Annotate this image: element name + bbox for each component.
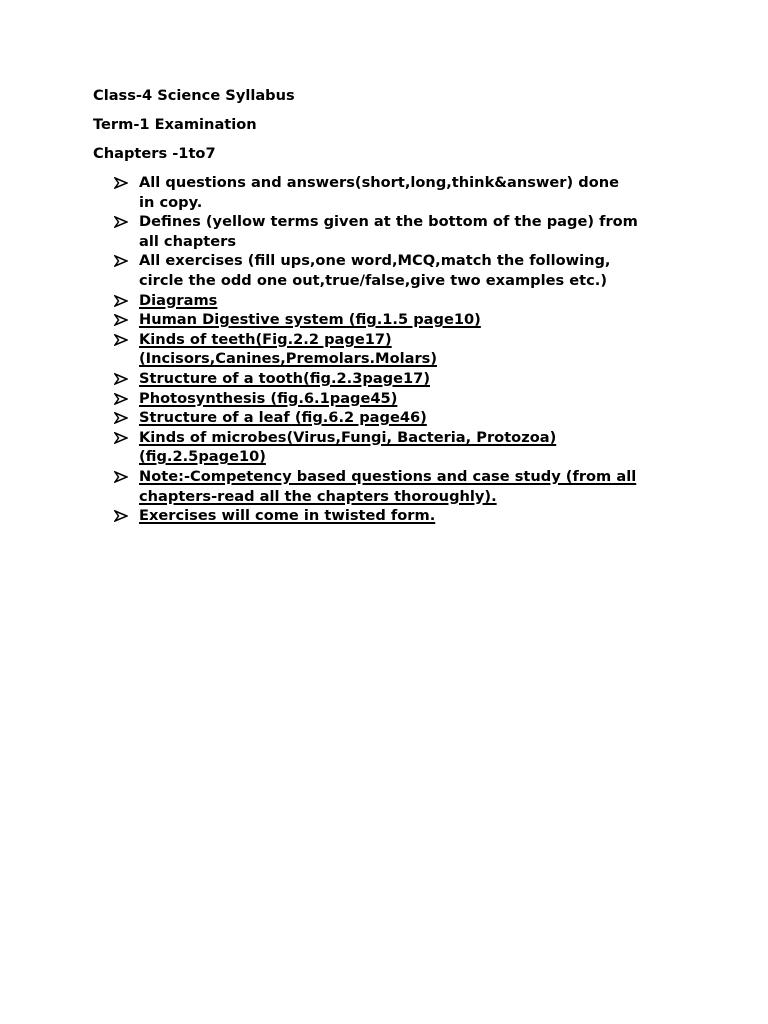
- bullet-text-line: Structure of a tooth(fig.2.3page17): [139, 369, 430, 387]
- document-title: Class-4 Science Syllabus: [93, 87, 295, 104]
- bullet-text-line: Photosynthesis (fig.6.1page45): [139, 389, 398, 407]
- bullet-text-line: Structure of a leaf (fig.6.2 page46): [139, 409, 427, 427]
- arrowhead-bullet-icon: [114, 373, 128, 385]
- bullet-text-line: All questions and answers(short,long,think&answer) done: [139, 174, 620, 191]
- bullet-text-line: chapters-read all the chapters thoroughly).: [139, 487, 497, 505]
- bullet-item: [0, 389, 684, 409]
- arrowhead-bullet-icon: [114, 255, 128, 267]
- bullet-item: [0, 173, 684, 212]
- arrowhead-bullet-icon: [114, 412, 128, 424]
- bullet-text-line: all chapters: [139, 232, 237, 250]
- bullet-item: [0, 408, 684, 428]
- bullet-text-line: (Incisors,Canines,Premolars.Molars): [139, 350, 438, 368]
- bullet-text-line: in copy.: [139, 193, 203, 211]
- arrowhead-bullet-icon: [114, 432, 128, 444]
- arrowhead-bullet-icon: [114, 393, 128, 405]
- bullet-item: [0, 291, 684, 311]
- bullet-text-line: Diagrams: [139, 291, 218, 309]
- term-heading: Term-1 Examination: [93, 116, 257, 133]
- bullet-item: [0, 251, 684, 290]
- bullet-text-line: Exercises will come in twisted form.: [139, 507, 436, 525]
- bullet-text-line: All exercises (fill ups,one word,MCQ,match the following,: [139, 252, 611, 270]
- bullet-item: [0, 212, 684, 251]
- arrowhead-bullet-icon: [114, 471, 128, 483]
- bullet-item: [0, 506, 684, 526]
- bullet-item: [0, 310, 684, 330]
- arrowhead-bullet-icon: [114, 216, 128, 228]
- arrowhead-bullet-icon: [114, 510, 128, 522]
- bullet-text-line: circle the odd one out,true/false,give two examples etc.): [139, 271, 607, 289]
- chapters-heading: Chapters -1to7: [93, 145, 216, 162]
- bullet-text-line: Defines (yellow terms given at the bottom of the page) from: [139, 213, 638, 231]
- arrowhead-bullet-icon: [114, 334, 128, 346]
- bullet-text-line: Kinds of teeth(Fig.2.2 page17): [139, 330, 392, 348]
- bullet-text-line: Human Digestive system (fig.1.5 page10): [139, 311, 481, 329]
- bullet-item: [0, 369, 684, 389]
- bullet-text-line: (fig.2.5page10): [139, 448, 266, 466]
- arrowhead-bullet-icon: [114, 295, 128, 307]
- syllabus-bullet-list: [0, 173, 768, 526]
- arrowhead-bullet-icon: [114, 177, 128, 189]
- arrowhead-bullet-icon: [114, 314, 128, 326]
- bullet-item: [0, 330, 684, 369]
- bullet-text-line: Kinds of microbes(Virus,Fungi, Bacteria, Protozoa): [139, 428, 557, 446]
- bullet-text-line: Note:-Competency based questions and case study (from all: [139, 467, 637, 485]
- bullet-item: [0, 428, 684, 467]
- bullet-item: [0, 467, 684, 506]
